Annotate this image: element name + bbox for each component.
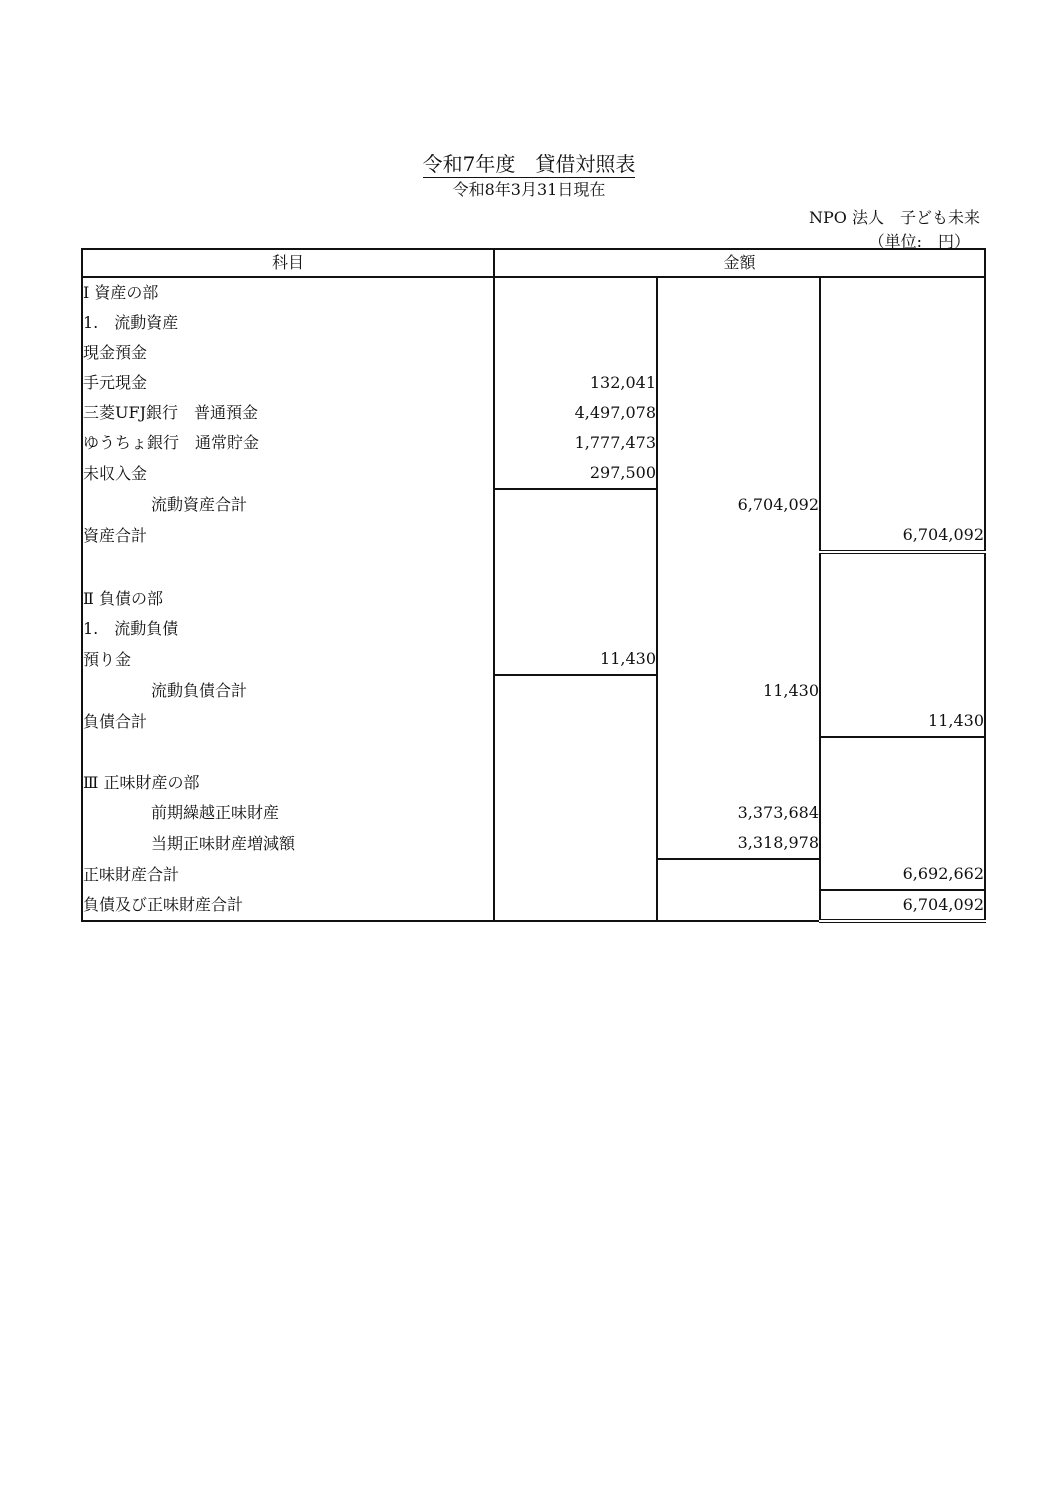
table-row [82, 520, 985, 552]
liabilities-total-amount: 11,430 [820, 706, 985, 737]
prior-net-assets-label: 前期繰越正味財産 [82, 798, 494, 828]
table-row [82, 890, 985, 921]
receivable-label: 未収入金 [82, 458, 494, 489]
yucho-savings-amount: 1,777,473 [494, 428, 657, 458]
document-title: 令和7年度 貸借対照表 [422, 152, 636, 176]
table-row [82, 308, 985, 338]
assets-total-label: 資産合計 [82, 520, 494, 552]
balance-sheet-table [81, 248, 986, 923]
table-row [82, 428, 985, 458]
cash-on-hand-amount: 132,041 [494, 368, 657, 398]
mufg-deposit-label: 三菱UFJ銀行 普通預金 [82, 398, 494, 428]
table-row [82, 338, 985, 368]
receivable-amount: 297,500 [494, 458, 657, 489]
table-row [82, 675, 985, 706]
net-assets-change-amount: 3,318,978 [657, 828, 820, 859]
table-row [82, 584, 985, 614]
net-assets-change-label: 当期正味財産増減額 [82, 828, 494, 859]
table-row [82, 277, 985, 308]
as-of-date: 令和8年3月31日現在 [452, 180, 606, 199]
table-row [82, 859, 985, 890]
cash-on-hand-label: 手元現金 [82, 368, 494, 398]
grand-total-amount: 6,704,092 [820, 890, 985, 921]
current-liabilities-total-label: 流動負債合計 [82, 675, 494, 706]
spacer-row [82, 737, 985, 768]
current-assets-total-amount: 6,704,092 [657, 489, 820, 520]
table-row [82, 644, 985, 675]
organization-name: NPO 法人 子ども未来 [809, 208, 980, 227]
deposits-received-amount: 11,430 [494, 644, 657, 675]
header-row [82, 249, 985, 277]
table-row [82, 489, 985, 520]
net-assets-total-amount: 6,692,662 [820, 859, 985, 890]
current-assets-heading: 1. 流動資産 [82, 308, 494, 338]
table-row [82, 706, 985, 737]
yucho-savings-label: ゆうちょ銀行 通常貯金 [82, 428, 494, 458]
subject-column-header: 科目 [82, 249, 494, 277]
current-liabilities-heading: 1. 流動負債 [82, 614, 494, 644]
liabilities-section-label: Ⅱ 負債の部 [82, 584, 494, 614]
cash-deposits-heading: 現金預金 [82, 338, 494, 368]
deposits-received-label: 預り金 [82, 644, 494, 675]
amount-column-header: 金額 [494, 249, 985, 277]
grand-total-label: 負債及び正味財産合計 [82, 890, 494, 921]
table-row [82, 768, 985, 798]
table-row [82, 828, 985, 859]
prior-net-assets-amount: 3,373,684 [657, 798, 820, 828]
table-row [82, 398, 985, 428]
unit-label: （単位: 円） [868, 232, 970, 251]
table-row [82, 458, 985, 489]
net-assets-total-label: 正味財産合計 [82, 859, 494, 890]
assets-section-label: Ⅰ 資産の部 [82, 277, 494, 308]
table-row [82, 368, 985, 398]
liabilities-total-label: 負債合計 [82, 706, 494, 737]
mufg-deposit-amount: 4,497,078 [494, 398, 657, 428]
current-assets-total-label: 流動資産合計 [82, 489, 494, 520]
current-liabilities-total-amount: 11,430 [657, 675, 820, 706]
assets-total-amount: 6,704,092 [820, 520, 985, 552]
table-row [82, 798, 985, 828]
net-assets-section-label: Ⅲ 正味財産の部 [82, 768, 494, 798]
table-row [82, 614, 985, 644]
spacer-row [82, 552, 985, 584]
